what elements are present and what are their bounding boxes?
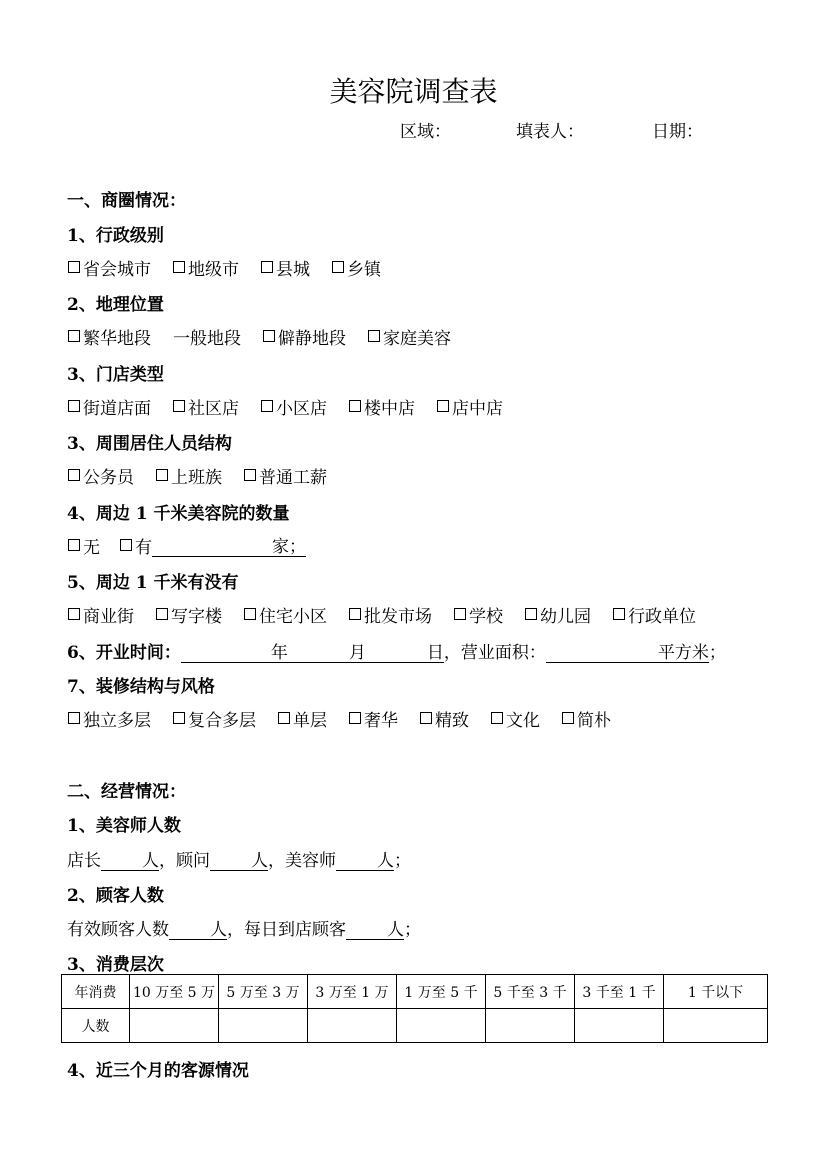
page-title: 美容院调查表 [329, 75, 498, 108]
q3-label: 3、门店类型 [67, 365, 164, 385]
checkbox[interactable] [68, 469, 80, 481]
customer-line: 有效顾客人数 人，每日到店顾客 人； [67, 920, 421, 940]
table-cell-input[interactable] [397, 1009, 486, 1043]
table-cell-input[interactable] [308, 1009, 397, 1043]
option-county[interactable]: 县城 [261, 255, 310, 280]
filler-label: 填表人： [516, 122, 584, 142]
checkbox[interactable] [68, 261, 80, 273]
option-building-shop[interactable]: 楼中店 [349, 394, 415, 419]
s2-q2-label: 2、顾客人数 [67, 886, 164, 906]
q1-options [68, 255, 403, 280]
checkbox[interactable] [613, 608, 625, 620]
option-street-shop[interactable]: 街道店面 [68, 394, 151, 419]
table-cell-input[interactable] [575, 1009, 664, 1043]
option-admin-unit[interactable]: 行政单位 [613, 602, 696, 627]
option-office-building[interactable]: 写字楼 [156, 602, 222, 627]
q2-label: 2、地理位置 [67, 295, 164, 315]
option-shop-in-shop[interactable]: 店中店 [437, 394, 503, 419]
option-ordinary-worker[interactable]: 普通工薪 [244, 463, 327, 488]
table-cell: 10 万至 5 万 [130, 975, 219, 1009]
beautician-count-field[interactable]: 人 [336, 852, 394, 871]
option-kindergarten[interactable]: 幼儿园 [525, 602, 591, 627]
option-school[interactable]: 学校 [454, 602, 503, 627]
checkbox[interactable] [173, 400, 185, 412]
table-row [62, 975, 768, 1009]
valid-customer-field[interactable]: 人 [169, 921, 227, 940]
q4-label: 4、周边 1 千米美容院的数量 [67, 504, 290, 524]
year-field[interactable]: 年 [181, 644, 288, 663]
checkbox[interactable] [562, 712, 574, 724]
checkbox[interactable] [437, 400, 449, 412]
date-label: 日期： [652, 122, 703, 142]
option-residential-shop[interactable]: 小区店 [261, 394, 327, 419]
staff-line: 店长 人，顾问 人，美容师 人； [67, 851, 411, 871]
option-home-beauty[interactable]: 家庭美容 [368, 324, 451, 349]
q3b-options [68, 463, 349, 488]
s2-q1-label: 1、美容师人数 [67, 816, 181, 836]
option-ordinary-area[interactable]: 一般地段 [173, 329, 241, 349]
table-row [62, 1009, 768, 1043]
area-label: ，营业面积： [443, 643, 546, 663]
section2-heading: 二、经营情况： [67, 782, 186, 802]
daily-customer-field[interactable]: 人 [346, 921, 404, 940]
q2-options [68, 324, 473, 349]
area-field[interactable]: 平方米 [546, 644, 709, 663]
checkbox[interactable] [68, 330, 80, 342]
option-simple[interactable]: 简朴 [562, 706, 611, 731]
option-community-shop[interactable]: 社区店 [173, 394, 239, 419]
option-wholesale-market[interactable]: 批发市场 [349, 602, 432, 627]
option-commercial-street[interactable]: 商业街 [68, 602, 134, 627]
table-cell: 5 万至 3 万 [219, 975, 308, 1009]
checkbox[interactable] [420, 712, 432, 724]
table-cell: 人数 [62, 1009, 130, 1043]
q3-options [68, 394, 525, 419]
checkbox[interactable] [244, 469, 256, 481]
option-civil-servant[interactable]: 公务员 [68, 463, 134, 488]
checkbox[interactable] [261, 400, 273, 412]
consumption-table [61, 974, 768, 1043]
region-label: 区域： [400, 122, 451, 142]
checkbox[interactable] [68, 400, 80, 412]
checkbox[interactable] [263, 330, 275, 342]
checkbox[interactable] [156, 469, 168, 481]
table-cell: 3 千至 1 千 [575, 975, 664, 1009]
checkbox[interactable] [156, 608, 168, 620]
option-residential-area[interactable]: 住宅小区 [244, 602, 327, 627]
table-cell-input[interactable] [130, 1009, 219, 1043]
checkbox[interactable] [173, 712, 185, 724]
day-field[interactable]: 日 [366, 644, 444, 663]
table-cell: 年消费 [62, 975, 130, 1009]
option-none[interactable]: 无 [68, 533, 100, 558]
checkbox[interactable] [68, 608, 80, 620]
option-exquisite[interactable]: 精致 [420, 706, 469, 731]
option-quiet-area[interactable]: 僻静地段 [263, 324, 346, 349]
checkbox[interactable] [173, 261, 185, 273]
q7-label: 7、装修结构与风格 [67, 677, 215, 697]
q6-label: 6、开业时间： [67, 643, 181, 663]
q4-answer [68, 533, 306, 558]
option-composite-multi[interactable]: 复合多层 [173, 706, 256, 731]
checkbox[interactable] [68, 712, 80, 724]
section1-heading: 一、商圈情况： [67, 191, 186, 211]
option-luxury[interactable]: 奢华 [349, 706, 398, 731]
s2-q4-label: 4、近三个月的客源情况 [67, 1061, 249, 1081]
checkbox[interactable] [68, 539, 80, 551]
option-single-floor[interactable]: 单层 [278, 706, 327, 731]
q6-line: 6、开业时间： 年 月 日，营业面积： 平方米； [67, 643, 726, 663]
checkbox[interactable] [525, 608, 537, 620]
checkbox[interactable] [454, 608, 466, 620]
option-independent-multi[interactable]: 独立多层 [68, 706, 151, 731]
table-cell: 1 万至 5 千 [397, 975, 486, 1009]
option-township[interactable]: 乡镇 [332, 255, 381, 280]
q1-label: 1、行政级别 [67, 226, 164, 246]
table-cell: 3 万至 1 万 [308, 975, 397, 1009]
option-prefecture-city[interactable]: 地级市 [173, 255, 239, 280]
table-cell-input[interactable] [219, 1009, 308, 1043]
table-cell: 1 千以下 [664, 975, 768, 1009]
q5-options [68, 602, 696, 627]
checkbox[interactable] [332, 261, 344, 273]
q5-label: 5、周边 1 千米有没有 [67, 573, 239, 593]
checkbox[interactable] [349, 608, 361, 620]
option-have[interactable]: 有 [120, 533, 152, 558]
q7-options [68, 706, 633, 731]
consultant-count-field[interactable]: 人 [210, 852, 268, 871]
q3b-label: 3、周围居住人员结构 [67, 434, 232, 454]
table-cell: 5 千至 3 千 [486, 975, 575, 1009]
checkbox[interactable] [120, 539, 132, 551]
checkbox[interactable] [368, 330, 380, 342]
manager-count-field[interactable]: 人 [101, 852, 159, 871]
checkbox[interactable] [349, 400, 361, 412]
count-field[interactable]: 家； [152, 538, 306, 557]
option-prosperous-area[interactable]: 繁华地段 [68, 324, 151, 349]
checkbox[interactable] [244, 608, 256, 620]
checkbox[interactable] [278, 712, 290, 724]
option-provincial-city[interactable]: 省会城市 [68, 255, 151, 280]
option-office-worker[interactable]: 上班族 [156, 463, 222, 488]
option-cultural[interactable]: 文化 [491, 706, 540, 731]
table-cell-input[interactable] [664, 1009, 768, 1043]
checkbox[interactable] [349, 712, 361, 724]
table-cell-input[interactable] [486, 1009, 575, 1043]
month-field[interactable]: 月 [288, 644, 366, 663]
s2-q3-label: 3、消费层次 [67, 955, 164, 975]
checkbox[interactable] [261, 261, 273, 273]
checkbox[interactable] [491, 712, 503, 724]
